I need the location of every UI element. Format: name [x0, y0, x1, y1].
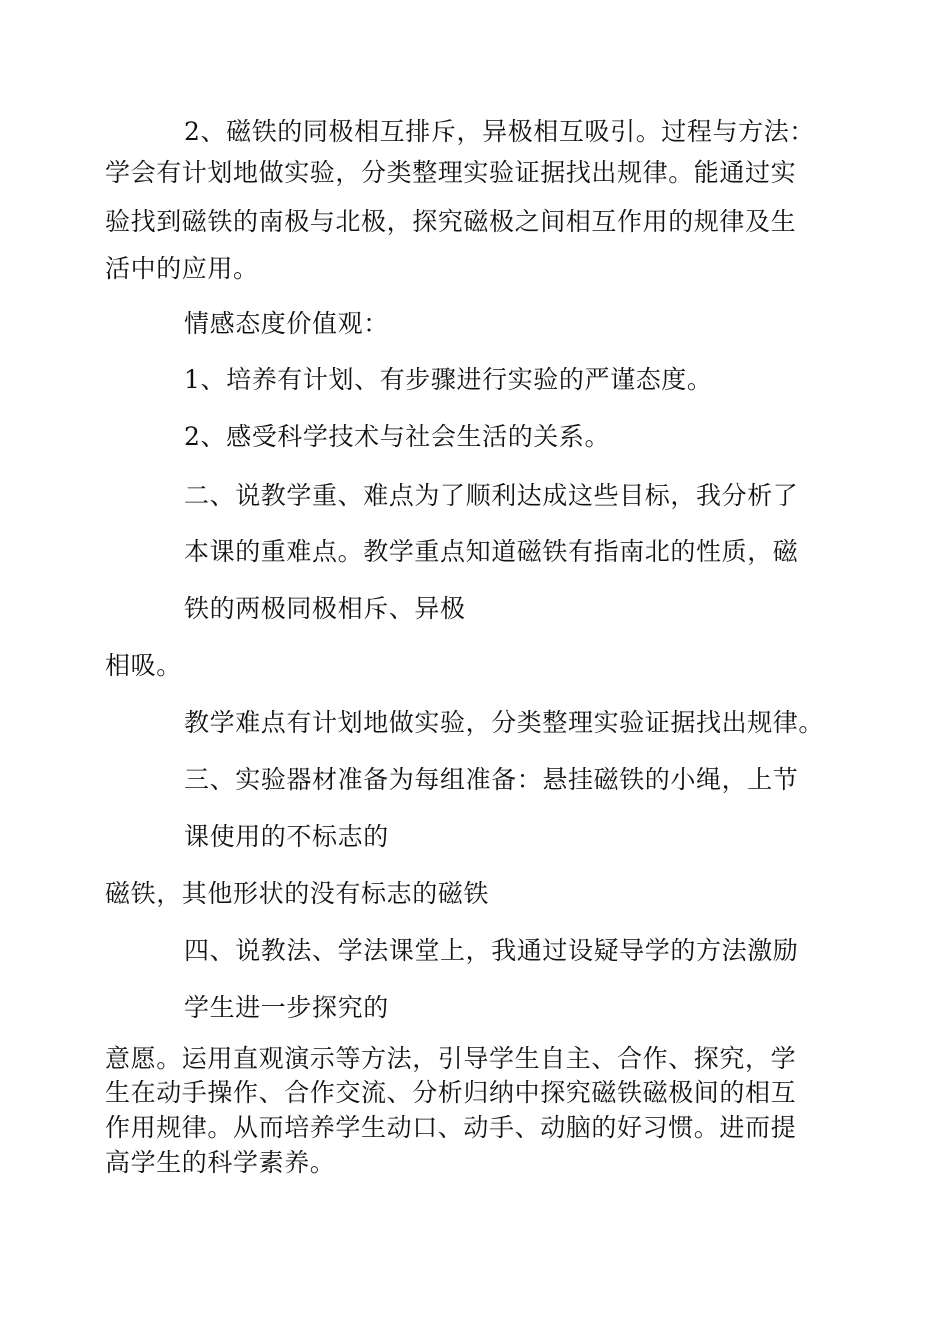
text-line: 验找到磁铁的南极与北极，探究磁极之间相互作用的规律及生 — [105, 207, 797, 236]
text-line: 1、培养有计划、有步骤进行实验的严谨态度。 — [184, 365, 713, 394]
text-line: 2、磁铁的同极相互排斥，异极相互吸引。过程与方法： — [184, 117, 815, 146]
text-line: 本课的重难点。教学重点知道磁铁有指南北的性质，磁 — [184, 537, 799, 566]
text-line: 活中的应用。 — [105, 254, 259, 283]
text-line: 作用规律。从而培养学生动口、动手、动脑的好习惯。进而提 — [105, 1113, 797, 1142]
text-line: 学会有计划地做实验，分类整理实验证据找出规律。能通过实 — [105, 158, 797, 187]
text-line: 二、说教学重、难点为了顺利达成这些目标，我分析了 — [184, 481, 799, 510]
text-line: 三、实验器材准备为每组准备：悬挂磁铁的小绳，上节 — [184, 765, 799, 794]
text-line: 生在动手操作、合作交流、分析归纳中探究磁铁磁极间的相互 — [105, 1078, 797, 1107]
text-line: 磁铁，其他形状的没有标志的磁铁 — [105, 879, 490, 908]
text-line: 学生进一步探究的 — [184, 993, 389, 1022]
text-line: 四、说教法、学法课堂上，我通过设疑导学的方法激励 — [184, 936, 799, 965]
text-line: 课使用的不标志的 — [184, 822, 389, 851]
text-line: 铁的两极同极相斥、异极 — [184, 594, 466, 623]
text-line: 教学难点有计划地做实验，分类整理实验证据找出规律。 — [184, 708, 825, 737]
text-line: 意愿。运用直观演示等方法，引导学生自主、合作、探究，学 — [105, 1044, 797, 1073]
text-line: 2、感受科学技术与社会生活的关系。 — [184, 422, 611, 451]
text-line: 高学生的科学素养。 — [105, 1148, 336, 1177]
text-line: 相吸。 — [105, 651, 182, 680]
section-heading: 情感态度价值观： — [184, 309, 389, 338]
